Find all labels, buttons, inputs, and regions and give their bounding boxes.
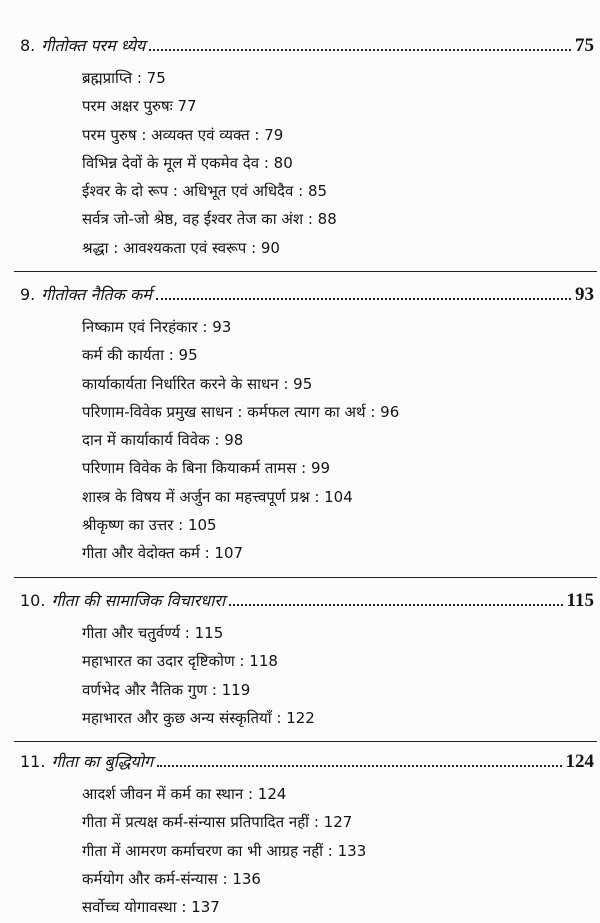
topic-item: कार्याकार्यता निर्धारित करने के साधन : 95 (82, 374, 313, 393)
topic-list (20, 619, 594, 732)
topic-item: शास्त्र के विषय में अर्जुन का महत्त्वपूर्ण प्रश्न : 104 (82, 487, 353, 506)
chapter-number: 10. (20, 591, 46, 610)
chapter-page-number: 93 (575, 284, 594, 305)
chapter-title: गीतोक्त नैतिक कर्म (41, 285, 152, 304)
chapter-title: गीतोक्त परम ध्येय (41, 36, 146, 55)
chapter-heading (20, 589, 594, 619)
topic-item: महाभारत और कुछ अन्य संस्कृतियाँ : 122 (82, 708, 315, 727)
topic-item: विभिन्न देवों के मूल में एकमेव देव : 80 (82, 153, 293, 172)
topic-item: परिणाम-विवेक प्रमुख साधन : कर्मफल त्याग का अर्थ : 96 (82, 402, 400, 421)
topic-item: दान में कार्याकार्य विवेक : 98 (82, 431, 244, 450)
chapter-8 (20, 34, 594, 262)
dot-leader (156, 297, 571, 300)
topic-list (20, 64, 594, 262)
topic-item: ईश्वर के दो रूप : अधिभूत एवं अधिदैव : 85 (82, 182, 328, 201)
dot-leader (157, 764, 562, 767)
topic-item: परम अक्षर पुरुषः 77 (82, 97, 197, 116)
chapter-heading (20, 750, 594, 780)
topic-list (20, 313, 594, 568)
topic-item: वर्णभेद और नैतिक गुण : 119 (82, 680, 251, 699)
topic-item: श्रीकृष्ण का उत्तर : 105 (82, 516, 217, 535)
section-divider (14, 577, 597, 578)
dot-leader (149, 48, 571, 51)
topic-item: सर्वोच्च योगावस्था : 137 (82, 898, 220, 917)
topic-item: गीता और चतुर्वर्ण्य : 115 (82, 624, 224, 642)
topic-item: गीता में आमरण कर्माचरण का भी आग्रह नहीं : 133 (82, 841, 367, 860)
chapter-11 (20, 750, 594, 921)
section-divider (14, 271, 597, 272)
topic-list (20, 780, 594, 921)
topic-item: कर्मयोग और कर्म-संन्यास : 136 (82, 869, 261, 888)
chapter-heading (20, 283, 594, 313)
chapter-number: 11. (20, 752, 46, 771)
topic-item: ब्रह्मप्राप्ति : 75 (82, 69, 166, 87)
topic-item: गीता में प्रत्यक्ष कर्म-संन्यास प्रतिपादित नहीं : 127 (82, 813, 353, 832)
topic-item: निष्काम एवं निरहंकार : 93 (82, 318, 232, 336)
topic-item: गीता और वेदोक्त कर्म : 107 (82, 544, 244, 563)
chapter-number: 8. (20, 36, 36, 55)
chapter-title: गीता की सामाजिक विचारधारा (51, 591, 226, 610)
topic-item: परिणाम विवेक के बिना कियाकर्म तामस : 99 (82, 459, 331, 478)
section-divider (14, 741, 597, 742)
topic-item: परम पुरुष : अव्यक्त एवं व्यक्त : 79 (82, 125, 284, 144)
chapter-9 (20, 283, 594, 568)
chapter-heading (20, 34, 594, 64)
topic-item: महाभारत का उदार दृष्टिकोण : 118 (82, 652, 278, 671)
chapter-10 (20, 589, 594, 732)
chapter-page-number: 124 (565, 751, 594, 772)
topic-item: कर्म की कार्यता : 95 (82, 346, 198, 365)
chapter-page-number: 75 (575, 35, 594, 56)
topic-item: आदर्श जीवन में कर्म का स्थान : 124 (82, 785, 287, 803)
chapter-number: 9. (20, 285, 36, 304)
topic-item: सर्वत्र जो-जो श्रेष्ठ, वह ईश्वर तेज का अंश : 88 (82, 210, 337, 229)
chapter-title: गीता का बुद्धियोग (51, 752, 153, 771)
chapter-page-number: 115 (566, 590, 594, 611)
dot-leader (229, 603, 562, 606)
topic-item: श्रद्धा : आवश्यकता एवं स्वरूप : 90 (82, 238, 280, 257)
